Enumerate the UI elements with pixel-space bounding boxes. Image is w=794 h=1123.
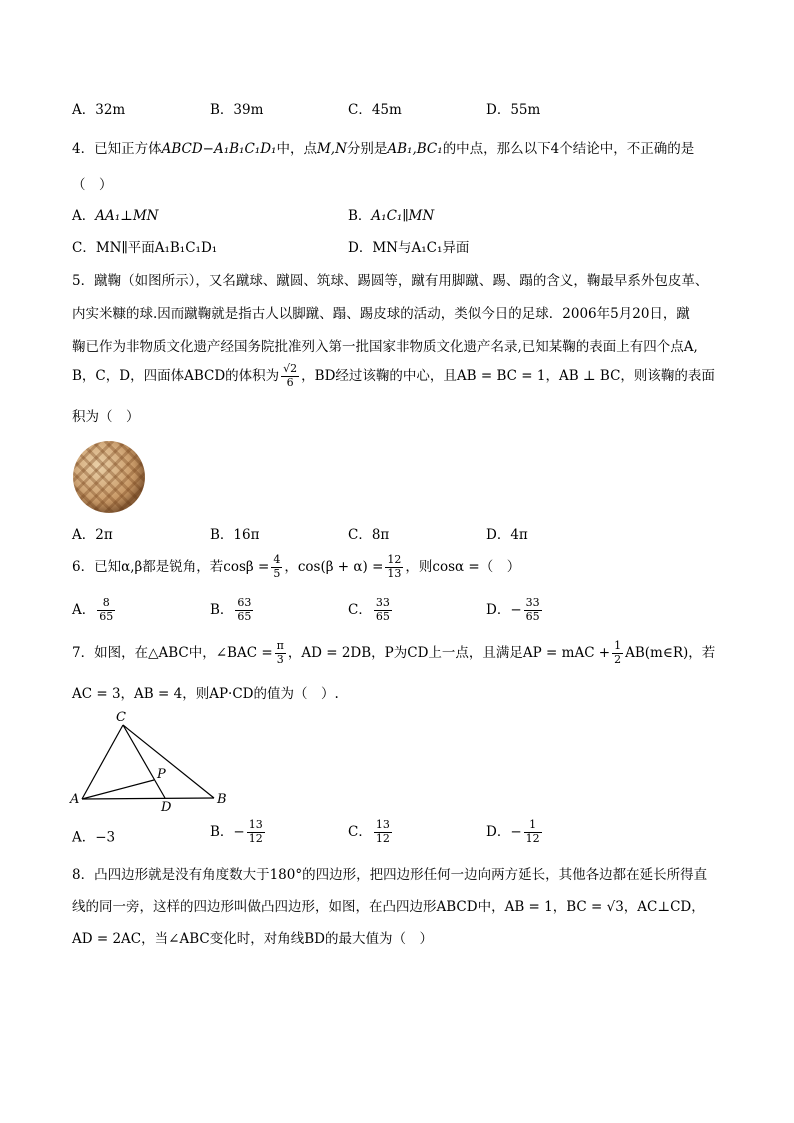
q6-option-d[interactable] xyxy=(486,597,544,623)
option-label: C． xyxy=(72,240,96,256)
q6-option-b[interactable] xyxy=(210,597,255,623)
vertex-label-a: A xyxy=(70,792,80,807)
option-label: C． xyxy=(348,102,372,118)
option-label: A． xyxy=(72,829,96,846)
option-text: 8π xyxy=(371,527,390,543)
q4-option-b[interactable] xyxy=(348,208,434,224)
numerator: 13 xyxy=(248,818,263,831)
option-sign: − xyxy=(510,824,522,841)
q5-option-c[interactable] xyxy=(348,527,389,543)
option-text: MN∥平面A₁B₁C₁D₁ xyxy=(95,240,218,256)
q5-line-4b: ，BD经过该鞠的中心，且AB = BC = 1，AB ⊥ BC，则该鞠的表面 xyxy=(301,368,715,385)
q3-option-b[interactable] xyxy=(210,102,263,118)
q5-line-5: 积为（ ） xyxy=(72,409,140,425)
cuju-ball-image xyxy=(73,441,145,513)
option-label: A． xyxy=(72,527,96,543)
option-label: A． xyxy=(72,102,96,118)
numerator: 12 xyxy=(387,553,402,566)
denominator: 65 xyxy=(375,609,390,623)
option-label: A． xyxy=(72,208,96,224)
option-label: D． xyxy=(486,824,511,841)
option-fraction xyxy=(374,819,392,845)
q3-option-d[interactable] xyxy=(486,102,540,118)
option-text: A₁C₁∥MN xyxy=(371,208,435,224)
denominator: 3 xyxy=(276,652,284,666)
q5-option-d[interactable] xyxy=(486,527,528,543)
q5-line-3: 鞠已作为非物质文化遗产经国务院批准列入第一批国家非物质文化遗产名录,已知某鞠的表面上有四个点A, xyxy=(72,339,698,355)
option-text: 32m xyxy=(95,102,126,118)
q4-text-4: 的中点，那么以下4个结论中，不正确的是 xyxy=(442,141,695,157)
q7-text-2: ，AD = 2DB，P为CD上一点，且满足AP = mAC + xyxy=(287,645,611,662)
option-fraction xyxy=(97,597,115,623)
numerator: 1 xyxy=(524,819,542,833)
option-label: B． xyxy=(210,527,234,543)
option-text: 45m xyxy=(371,102,402,118)
q5-option-a[interactable] xyxy=(72,527,113,543)
denominator: 5 xyxy=(273,566,281,580)
option-fraction xyxy=(235,597,253,623)
option-label: B． xyxy=(210,602,234,619)
denominator: 2 xyxy=(614,652,622,666)
option-text: 4π xyxy=(510,527,528,543)
option-sign: − xyxy=(233,824,245,841)
option-label: D． xyxy=(348,240,373,256)
option-text: 16π xyxy=(233,527,260,543)
denominator: 12 xyxy=(375,831,390,845)
denominator: 65 xyxy=(525,609,540,623)
volume-denominator: 6 xyxy=(286,375,294,389)
edge-ab xyxy=(82,798,214,799)
q5-line-1: 5．蹴鞠（如图所示），又名蹴球、蹴圆、筑球、踢圆等，蹴有用脚蹴、踢、蹋的含义，鞠最早系外包皮革、 xyxy=(72,273,709,289)
q7-option-b[interactable] xyxy=(210,819,267,845)
q4-edges: AB₁,BC₁ xyxy=(387,141,443,157)
q4-stem xyxy=(72,141,694,157)
q4-cube: ABCD−A₁B₁C₁D₁ xyxy=(161,141,277,157)
option-label: D． xyxy=(486,102,511,118)
q4-points: M,N xyxy=(316,141,347,157)
option-label: B． xyxy=(210,824,234,841)
q5-volume-fraction xyxy=(281,363,299,389)
q4-text-3: 分别是 xyxy=(346,141,388,157)
denominator: 12 xyxy=(248,831,263,845)
segment-ap xyxy=(82,780,154,799)
option-sign: −3 xyxy=(95,829,116,846)
option-text: 55m xyxy=(510,102,541,118)
option-text: 39m xyxy=(233,102,264,118)
volume-numerator: √2 xyxy=(283,362,298,375)
option-text: AA₁⊥MN xyxy=(95,208,159,224)
q6-text-2: ，cos(β + α) = xyxy=(284,559,384,576)
numerator: 4 xyxy=(273,553,281,566)
vertex-label-b: B xyxy=(217,792,227,807)
q5-option-b[interactable] xyxy=(210,527,259,543)
q4-text-2: 中，点 xyxy=(276,141,317,157)
numerator: 8 xyxy=(97,597,115,611)
q3-option-c[interactable] xyxy=(348,102,402,118)
q7-fraction-1 xyxy=(275,640,286,666)
option-label: A． xyxy=(72,602,96,619)
numerator: 33 xyxy=(525,596,540,609)
numerator: 63 xyxy=(237,596,252,609)
triangle-figure xyxy=(68,708,238,813)
option-fraction xyxy=(524,819,542,845)
edge-bc xyxy=(123,725,214,798)
q5-line-2: 内实米糠的球.因而蹴鞠就是指古人以脚蹴、蹋、踢皮球的活动，类似今日的足球．2006年5月20日，蹴 xyxy=(72,306,690,322)
q7-stem xyxy=(72,640,715,666)
q7-line-2: AC = 3，AB = 4，则AP·CD的值为（ ）. xyxy=(72,686,339,702)
numerator: 1 xyxy=(614,639,622,652)
q6-text-1: 6．已知α,β都是锐角，若cosβ = xyxy=(72,559,270,576)
q7-text-1: 7．如图，在△ABC中，∠BAC = xyxy=(72,645,273,662)
option-label: D． xyxy=(486,602,511,619)
edge-ac xyxy=(82,725,123,799)
q4-option-d[interactable] xyxy=(348,240,469,256)
denominator: 65 xyxy=(237,609,252,623)
point-label-p: P xyxy=(157,767,166,782)
option-fraction xyxy=(524,597,542,623)
option-text: 2π xyxy=(95,527,113,543)
q6-text-3: ，则cosα =（ ） xyxy=(405,559,521,576)
q6-fraction-1 xyxy=(271,554,282,580)
q4-text-1: 已知正方体 xyxy=(94,141,162,157)
q7-option-a[interactable] xyxy=(72,829,115,846)
q5-line-4 xyxy=(72,363,715,389)
option-label: C． xyxy=(348,824,372,841)
numerator: 33 xyxy=(375,596,390,609)
q7-fraction-2 xyxy=(612,640,623,666)
numerator: π xyxy=(276,639,284,652)
q3-option-a[interactable] xyxy=(72,102,125,118)
q8-line-1: 8．凸四边形就是没有角度数大于180°的四边形，把四边形任何一边向两方延长，其他各边都在延长所得直 xyxy=(72,867,708,883)
q4-option-c[interactable] xyxy=(72,240,217,256)
option-label: C． xyxy=(348,527,372,543)
q8-line-2: 线的同一旁，这样的四边形叫做凸四边形，如图，在凸四边形ABCD中，AB = 1，BC = √3，AC⊥CD， xyxy=(72,899,705,915)
option-label: B． xyxy=(210,102,234,118)
option-label: D． xyxy=(486,527,511,543)
option-label: C． xyxy=(348,602,372,619)
q4-option-a[interactable] xyxy=(72,208,159,224)
option-text: MN与A₁C₁异面 xyxy=(372,240,470,256)
q5-line-4a: B，C，D，四面体ABCD的体积为 xyxy=(72,368,280,385)
option-sign: − xyxy=(510,602,522,619)
numerator: 13 xyxy=(375,818,390,831)
q4-paren: （ ） xyxy=(72,177,113,193)
denominator: 65 xyxy=(99,609,114,623)
q7-option-d[interactable] xyxy=(486,819,544,845)
denominator: 13 xyxy=(387,566,402,580)
q6-stem xyxy=(72,554,520,580)
q6-option-a[interactable] xyxy=(72,597,117,623)
option-label: B． xyxy=(348,208,372,224)
point-label-d: D xyxy=(161,800,172,813)
q7-option-c[interactable] xyxy=(348,819,394,845)
q6-option-c[interactable] xyxy=(348,597,394,623)
option-fraction xyxy=(374,597,392,623)
q8-line-3: AD = 2AC，当∠ABC变化时，对角线BD的最大值为（ ） xyxy=(72,931,433,947)
q7-text-3: AB(m∈R)，若 xyxy=(625,645,716,662)
q4-number: 4． xyxy=(72,141,95,157)
option-fraction xyxy=(247,819,265,845)
vertex-label-c: C xyxy=(116,710,126,725)
q6-fraction-2 xyxy=(385,554,403,580)
denominator: 12 xyxy=(525,831,540,845)
